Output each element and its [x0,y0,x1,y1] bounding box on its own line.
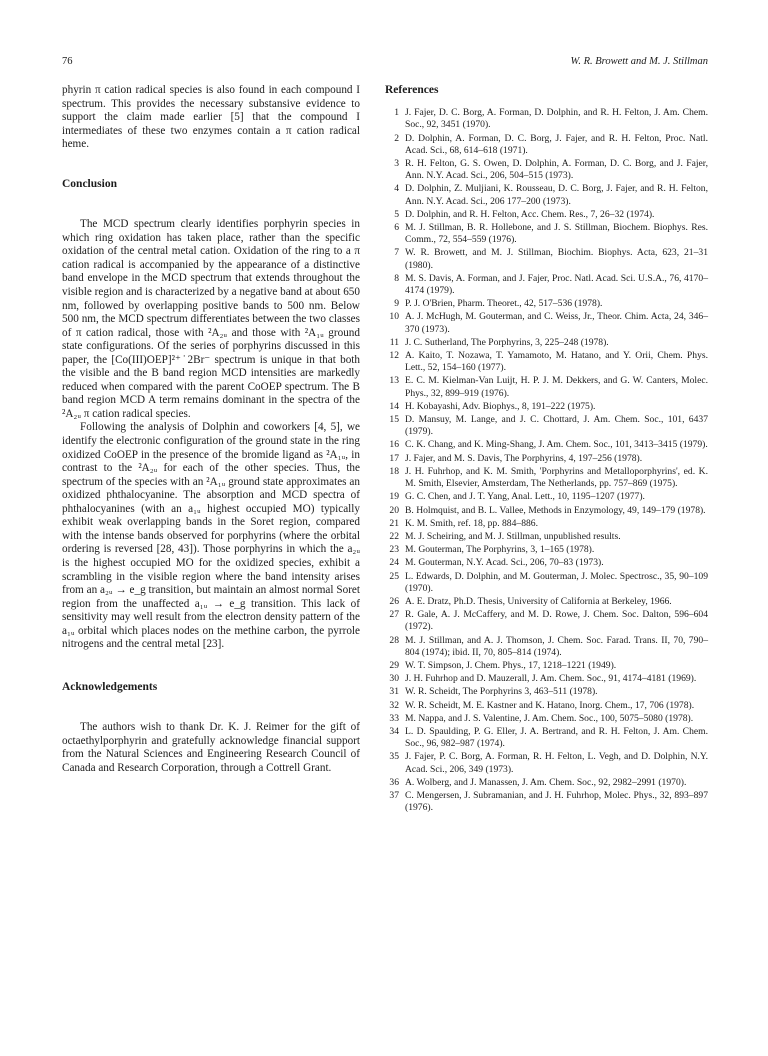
reference-number: 28 [389,634,399,646]
conclusion-heading: Conclusion [62,177,117,190]
reference-item [385,414,708,438]
reference-item [385,491,708,503]
reference-text: M. J. Stillman, and A. J. Thomson, J. Chem. Soc. Farad. Trans. II, 70, 790–804 (1974); ibid. II, 70, 805–814 (1974). [405,634,708,658]
conclusion-paragraph-1: The MCD spectrum clearly identifies porphyrin species in which ring oxidation has taken place, rather than the specific oxidation of the central metal cation. Oxidation of the ring to a π cation radical is accompanied by the appearance of a distinctive band envelope in the MCD spectrum that extends throughout the visible region and is characterized by a negative band at about 650 nm, followed by overlapping positive bands to 500 nm. Below 500 nm, the MCD spectrum differentiates between the two classes of π cation radical, those with ²A₂ᵤ and those with ²A₁ᵤ ground state configurations. Of the series of porphyrins discussed in this paper, the [Co(III)OEP]²⁺˙2Br⁻ spectrum is unique in that both the visible and the B band region MCD intensities are markedly reduced when compared with the parent CoOEP spectrum. The B band region MCD A term remains dominant in the spectra of the ²A₂ᵤ π cation radical species. [62,218,360,420]
reference-item [385,350,708,374]
reference-number: 21 [389,517,399,529]
reference-text: W. R. Scheidt, The Porphyrins 3, 463–511 (1978). [405,686,598,698]
reference-text: J. Fajer, D. C. Borg, A. Forman, D. Dolphin, and R. H. Felton, J. Am. Chem. Soc., 92, 3451 (1970). [405,107,708,131]
reference-number: 10 [389,311,399,323]
reference-item [385,401,708,413]
reference-item [385,375,708,399]
reference-number: 32 [389,699,399,711]
reference-item [385,133,708,157]
reference-item [385,571,708,595]
reference-text: W. T. Simpson, J. Chem. Phys., 17, 1218–1221 (1949). [405,659,617,671]
reference-item [385,751,708,775]
reference-item [385,531,708,543]
reference-item [385,505,708,517]
acknowledgements-heading: Acknowledgements [62,680,158,693]
reference-number: 23 [389,544,399,556]
references-column [385,84,708,815]
reference-number: 9 [394,298,399,310]
reference-text: J. Fajer, and M. S. Davis, The Porphyrins, 4, 197–256 (1978). [405,452,643,464]
reference-number: 13 [389,375,399,387]
running-head: W. R. Browett and M. J. Stillman [570,56,708,67]
reference-text: H. Kobayashi, Adv. Biophys., 8, 191–222 (1975). [405,400,596,412]
reference-item [385,660,708,672]
reference-text: R. Gale, A. J. McCaffery, and M. D. Rowe, J. Chem. Soc. Dalton, 596–604 (1972). [405,609,708,633]
page-header [62,56,708,72]
reference-number: 26 [389,595,399,607]
reference-item [385,209,708,221]
reference-number: 19 [389,491,399,503]
reference-number: 17 [389,452,399,464]
reference-number: 20 [389,504,399,516]
reference-text: M. J. Scheiring, and M. J. Stillman, unpublished results. [405,530,621,542]
reference-text: L. D. Spaulding, P. G. Eller, J. A. Bertrand, and R. H. Felton, J. Am. Chem. Soc., 96, 982–987 (1974). [405,725,708,750]
reference-number: 15 [389,414,399,426]
reference-number: 6 [394,222,399,234]
reference-item [385,183,708,207]
reference-item [385,609,708,633]
reference-text: J. Fajer, P. C. Borg, A. Forman, R. H. Felton, L. Vegh, and D. Dolphin, N.Y. Acad. Sci., 206, 349 (1973). [405,751,708,775]
reference-text: A. Kaito, T. Nozawa, T. Yamamoto, M. Hatano, and Y. Orii, Chem. Phys. Lett., 52, 154–160 (1977). [405,350,708,374]
reference-number: 31 [389,686,399,698]
reference-number: 1 [394,107,399,119]
reference-item [385,777,708,789]
reference-number: 25 [389,570,399,582]
reference-item [385,107,708,131]
reference-number: 18 [389,465,399,477]
reference-item [385,544,708,556]
reference-item [385,158,708,182]
reference-text: A. J. McHugh, M. Gouterman, and C. Weiss, Jr., Theor. Chim. Acta, 24, 346–370 (1973). [405,311,708,335]
reference-number: 2 [394,132,399,144]
reference-item [385,466,708,490]
reference-text: E. C. M. Kielman-Van Luijt, H. P. J. M. Dekkers, and G. W. Canters, Molec. Phys., 32, 899–919 (1976). [405,375,708,399]
reference-number: 29 [389,659,399,671]
reference-item [385,713,708,725]
reference-text: D. Dolphin, Z. Muljiani, K. Rousseau, D. C. Borg, J. Fajer, and R. H. Felton, Ann. N.Y. Acad. Sci., 206 177–200 (1973). [405,183,708,207]
reference-item [385,337,708,349]
reference-text: J. C. Sutherland, The Porphyrins, 3, 225–248 (1978). [405,336,609,348]
references-heading: References [385,84,439,96]
reference-item [385,635,708,659]
reference-text: J. H. Fuhrhop and D. Mauzerall, J. Am. Chem. Soc., 91, 4174–4181 (1969). [405,673,697,685]
reference-item [385,518,708,530]
reference-text: P. J. O'Brien, Pharm. Theoret., 42, 517–536 (1978). [405,298,603,310]
reference-item [385,686,708,698]
reference-text: D. Dolphin, and R. H. Felton, Acc. Chem. Res., 7, 26–32 (1974). [405,208,655,220]
reference-text: B. Holmquist, and B. L. Vallee, Methods in Enzymology, 49, 149–179 (1978). [405,504,706,516]
reference-text: M. Gouterman, N.Y. Acad. Sci., 206, 70–83 (1973). [405,557,604,569]
acknowledgements-paragraph: The authors wish to thank Dr. K. J. Reimer for the gift of octaethylporphyrin and gratefully acknowledge financial support from the Natural Sciences and Engineering Research Council of Canada and Research Corporation, through a Cottrell Grant. [62,721,360,774]
reference-item [385,673,708,685]
reference-text: L. Edwards, D. Dolphin, and M. Gouterman, J. Molec. Spectrosc., 35, 90–109 (1970). [405,570,708,594]
reference-number: 12 [389,350,399,362]
left-column [62,84,360,776]
reference-text: K. M. Smith, ref. 18, pp. 884–886. [405,517,538,529]
reference-text: D. Dolphin, A. Forman, D. C. Borg, J. Fajer, and R. H. Felton, Proc. Natl. Acad. Sci., 68, 614–618 (1971). [405,132,708,156]
intro-paragraph: phyrin π cation radical species is also found in each compound I spectrum. This provides the necessary substansive evidence to support the claim made earlier [5] that the compound I intermediates of these two enzymes contain a π cation radical heme. [62,84,360,151]
reference-text: G. C. Chen, and J. T. Yang, Anal. Lett., 10, 1195–1207 (1977). [405,491,645,503]
reference-item [385,247,708,271]
reference-text: M. Nappa, and J. S. Valentine, J. Am. Chem. Soc., 100, 5075–5080 (1978). [405,712,694,724]
reference-item [385,726,708,750]
reference-item [385,439,708,451]
reference-number: 27 [389,609,399,621]
reference-number: 35 [389,751,399,763]
reference-text: W. R. Scheidt, M. E. Kastner and K. Hatano, Inorg. Chem., 17, 706 (1978). [405,699,695,711]
reference-number: 11 [389,336,399,348]
reference-text: J. H. Fuhrhop, and K. M. Smith, 'Porphyrins and Metalloporphyrins', ed. K. M. Smith, Elsevier, Amsterdam, The Netherlands, pp. 757–869 (1975). [405,465,708,490]
reference-number: 30 [389,673,399,685]
reference-text: M. Gouterman, The Porphyrins, 3, 1–165 (1978). [405,544,595,556]
reference-text: M. S. Davis, A. Forman, and J. Fajer, Proc. Natl. Acad. Sci. U.S.A., 76, 4170–4174 (1979). [405,272,708,297]
reference-text: A. Wolberg, and J. Manassen, J. Am. Chem. Soc., 92, 2982–2991 (1970). [405,776,687,788]
reference-item [385,222,708,246]
reference-item [385,557,708,569]
reference-text: D. Mansuy, M. Lange, and J. C. Chottard, J. Am. Chem. Soc., 101, 6437 (1979). [405,414,708,438]
reference-text: M. J. Stillman, B. R. Hollebone, and J. S. Stillman, Biochem. Biophys. Res. Comm., 72, 554–559 (1976). [405,222,708,246]
reference-text: A. E. Dratz, Ph.D. Thesis, University of California at Berkeley, 1966. [405,595,672,607]
reference-item [385,273,708,297]
reference-number: 36 [389,776,399,788]
reference-text: C. Mengersen, J. Subramanian, and J. H. Fuhrhop, Molec. Phys., 32, 893–897 (1976). [405,789,708,814]
reference-number: 16 [389,439,399,451]
reference-number: 5 [394,208,399,220]
reference-number: 8 [394,272,399,284]
reference-text: C. K. Chang, and K. Ming-Shang, J. Am. Chem. Soc., 101, 3413–3415 (1979). [405,439,708,451]
reference-number: 34 [389,725,399,737]
reference-item [385,311,708,335]
reference-number: 3 [394,158,399,170]
references-list [385,107,708,814]
reference-item [385,298,708,310]
reference-number: 24 [389,557,399,569]
conclusion-paragraph-2: Following the analysis of Dolphin and coworkers [4, 5], we identify the electronic configuration of the ground state in the ring oxidized CoOEP in the presence of the bromide ligand as ²A₁ᵤ, in contrast to the ²A₂ᵤ for each of the other species. Thus, the spectrum of the species with an ²A₁ᵤ ground state approximates an oxidized phthalocyanine. The absorption and MCD spectra of phthalocyanines (with an a₁ᵤ highest occupied MO) typically exhibit weak overlapping bands in the Soret region, compared with the intense bands observed for porphyrins (where the orbital ordering is reversed [28, 43]). Those porphyrins in which the a₂ᵤ is the highest occupied MO for the oxidized species, exhibit a scrambling in the visible region where the band intensity arises from an a₂ᵤ → e_g transition, but maintain an almost normal Soret region from the unaffected a₁ᵤ → e_g transition. This lack of sensitivity may well result from the electron density pattern of the a₁ᵤ orbital which places nodes on the methine carbon, the pyrrole nitrogens and the central metal [23]. [62,421,360,651]
reference-item [385,453,708,465]
reference-number: 7 [394,247,399,259]
reference-item [385,700,708,712]
reference-item [385,790,708,814]
reference-number: 4 [394,183,399,195]
reference-text: R. H. Felton, G. S. Owen, D. Dolphin, A. Forman, D. C. Borg, and J. Fajer, Ann. N.Y. Acad. Sci., 206, 504–515 (1973). [405,158,708,182]
page-number: 76 [62,56,73,67]
reference-number: 22 [389,530,399,542]
reference-text: W. R. Browett, and M. J. Stillman, Biochim. Biophys. Acta, 623, 21–31 (1980). [405,247,708,271]
reference-item [385,596,708,608]
reference-number: 33 [389,712,399,724]
reference-number: 14 [389,400,399,412]
reference-number: 37 [389,789,399,801]
